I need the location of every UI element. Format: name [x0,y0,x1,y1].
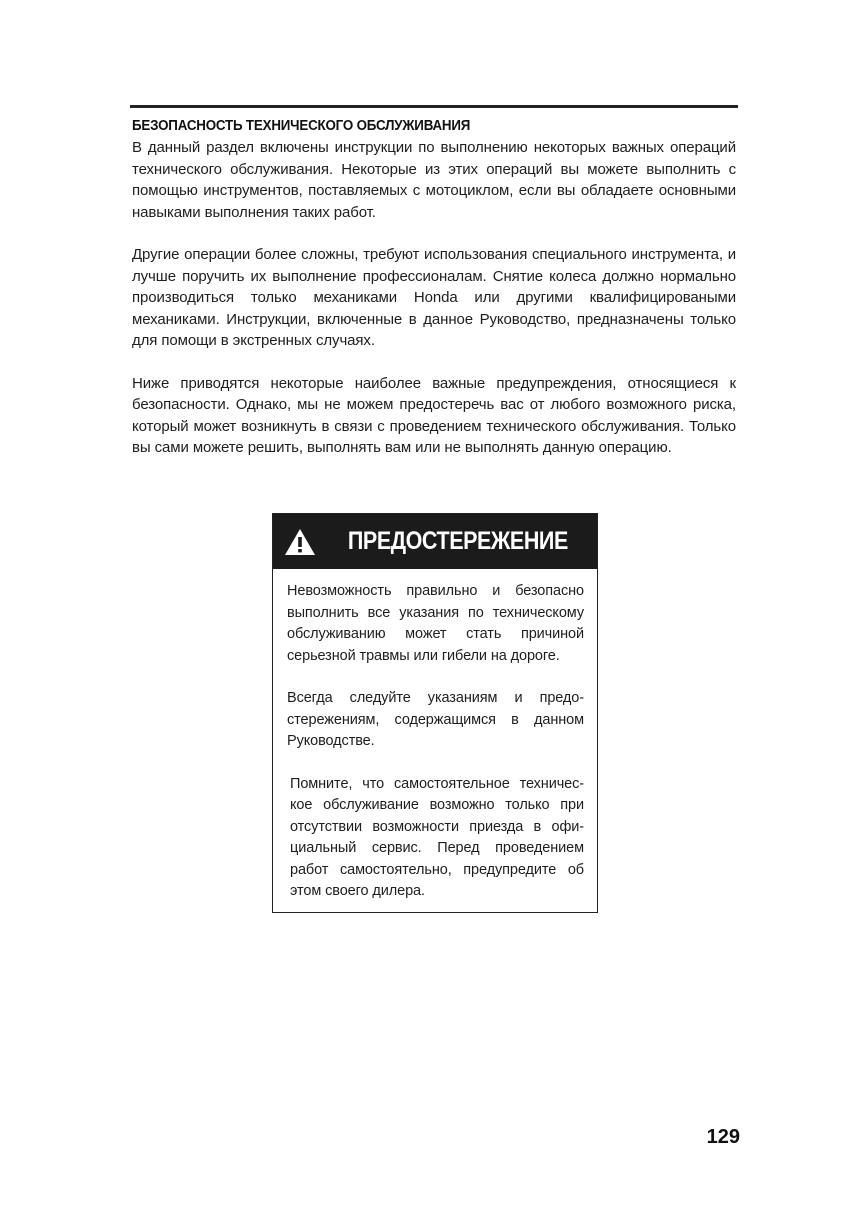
section-title: БЕЗОПАСНОСТЬ ТЕХНИЧЕСКОГО ОБСЛУЖИВАНИЯ [132,118,471,134]
warning-body [273,569,597,934]
warning-paragraph-3: Помните, что самостоятельное техничес-кое обслуживание возможно только при отсутствии возможности приезда в офи-циальный сервис. Перед проведением работ самостоятельно, предупредите об этом своего дилера. [290,775,584,899]
section-paragraph-1: В данный раздел включены инструкции по выполнению некоторых важных операций технического обслуживания. Некоторые из этих операций вы можете выполнить с помощью инструментов, поставляемых с мотоциклом, если вы обладаете основными навыками выполнения таких работ. [132,139,736,221]
warning-paragraph-1: Невозможность правильно и безопасно выполнить все указания по техническому обслуживанию может стать причиной серьезной травмы или гибели на дороге. [287,583,584,664]
section-paragraph-3: Ниже приводятся некоторые наиболее важные предупреждения, относящиеся к безопасности. Однако, мы не можем предостеречь вас от любого возможного риска, который может возникнуть в связи с проведением технического обслуживания. Только вы сами можете решить, выполнять вам или не выполнять данную операцию. [132,374,736,456]
warning-header [273,514,597,569]
warning-box [272,513,598,913]
warning-title: ПРЕДОСТЕРЕЖЕНИЕ [348,527,568,555]
maintenance-safety-section [132,116,736,480]
warning-paragraph-2: Всегда следуйте указаниям и предо-стережениям, содержащимся в данном Руководстве. [287,690,584,749]
page-number: 129 [706,1126,740,1148]
section-paragraph-2: Другие операции более сложны, требуют использования специального инструмента, и лучше поручить их выполнение профессионалам. Снятие колеса должно нормально производиться только механиками Honda или другими квалифицироваными механиками. Инструкции, включенные в данное Руководство, предназначены только для помощи в экстренных случаях. [132,246,736,349]
top-divider [130,105,738,108]
warning-triangle-icon [284,528,316,556]
